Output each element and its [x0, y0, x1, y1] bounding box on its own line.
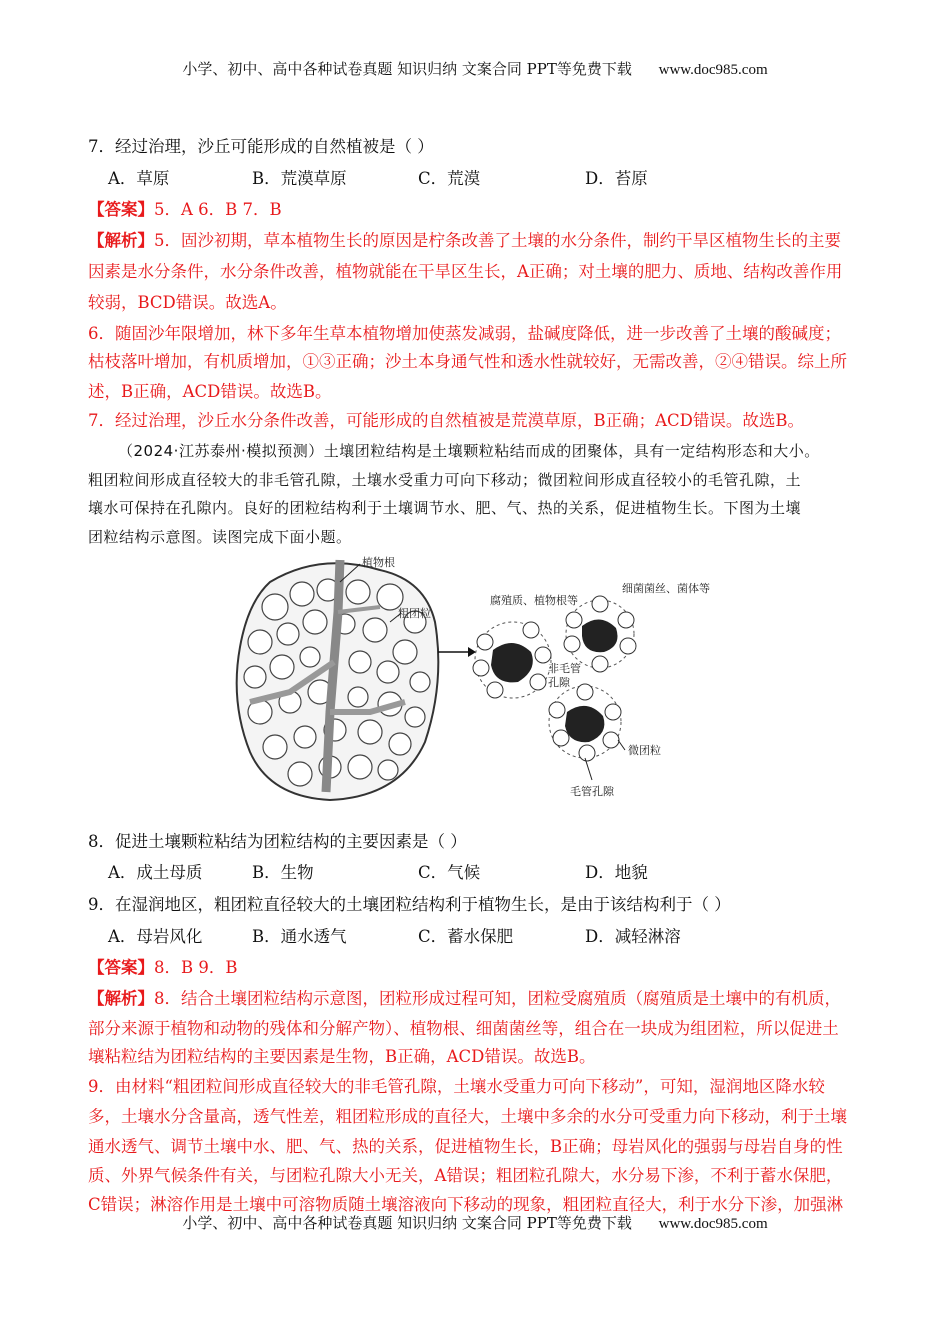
q7-option-a: A．草原 [108, 169, 170, 188]
label-bacteria: 细菌菌丝、菌体等 [622, 582, 710, 595]
analysis-line: 5．固沙初期，草本植物生长的原因是柠条改善了土壤的水分条件，制约干旱区植物生长的主要 [154, 231, 841, 250]
analysis-line: 质、外界气候条件有关，与团粒孔隙大小无关，A错误；粗团粒孔隙大，水分易下渗，不利于蓄水保肥， [88, 1166, 843, 1185]
analysis-line: 部分来源于植物和动物的残体和分解产物）、植物根、细菌菌丝等，组合在一块成为组团粒，所以促进土 [88, 1019, 839, 1038]
analysis-line: 述，B正确，ACD错误。故选B。 [88, 382, 332, 401]
answer-text: 5．A 6．B 7．B [154, 200, 282, 219]
q9-stem: 9．在湿润地区，粗团粒直径较大的土壤团粒结构利于植物生长，是由于该结构利于（ ） [88, 895, 731, 914]
q7-option-d: D．苔原 [585, 169, 648, 188]
answer-text: 8．B 9．B [154, 958, 238, 977]
page-footer [0, 1212, 950, 1233]
q8-option-d: D．地貌 [585, 863, 648, 882]
soil-aggregate-diagram [230, 552, 750, 802]
q9-option-c: C．蓄水保肥 [418, 927, 514, 946]
coarse-aggregate-mass [237, 560, 439, 800]
page-header [0, 58, 950, 79]
answer-tag: 【答案】 [88, 200, 154, 219]
q9-option-d: D．减轻淋溶 [585, 927, 681, 946]
analysis-line: C错误；淋溶作用是土壤中可溶物质随土壤溶液向下移动的现象，粗团粒直径大，利于水分下渗，加强淋 [88, 1195, 844, 1214]
q8-stem: 8．促进土壤颗粒粘结为团粒结构的主要因素是（ ） [88, 832, 467, 851]
analysis-line: 通水透气、调节土壤中水、肥、气、热的关系，促进植物生长，B正确；母岩风化的强弱与母岩自身的性 [88, 1137, 843, 1156]
analysis-block-1 [88, 227, 841, 251]
analysis-line: 因素是水分条件，水分条件改善，植物就能在干旱区生长，A正确；对土壤的肥力、质地、结构改善作用 [88, 262, 843, 281]
analysis-line: 8．结合土壤团粒结构示意图，团粒形成过程可知，团粒受腐殖质（腐殖质是土壤中的有机质， [154, 989, 841, 1008]
analysis-line: 7．经过治理，沙丘水分条件改善，可能形成的自然植被是荒漠草原，B正确；ACD错误。故选B。 [88, 411, 805, 430]
analysis-line: 6．随固沙年限增加，林下多年生草本植物增加使蒸发减弱，盐碱度降低，进一步改善了土壤的酸碱度； [88, 324, 841, 343]
label-noncapillary-2: 孔隙 [548, 676, 570, 689]
label-coarse-aggregate: 粗团粒 [398, 607, 431, 620]
analysis-line: 9．由材料“粗团粒间形成直径较大的非毛管孔隙，土壤水受重力可向下移动”，可知，湿润地区降水较 [88, 1077, 825, 1096]
analysis-line: 壤粘粒结为团粒结构的主要因素是生物，B正确，ACD错误。故选B。 [88, 1047, 596, 1066]
q9-option-a: A．母岩风化 [108, 927, 203, 946]
material-line: （2024·江苏泰州·模拟预测）土壤团粒结构是土壤颗粒粘结而成的团聚体，具有一定结构形态和大小。 [118, 442, 820, 460]
answer-block-2 [88, 954, 238, 978]
analysis-tag: 【解析】 [88, 989, 154, 1008]
analysis-block-2 [88, 985, 841, 1009]
footer-text: 小学、初中、高中各种试卷真题 知识归纳 文案合同 PPT等免费下载 [182, 1214, 632, 1232]
material-line: 壤水可保持在孔隙内。良好的团粒结构利于土壤调节水、肥、气、热的关系，促进植物生长。下图为土壤 [88, 499, 802, 517]
label-plant-root: 植物根 [362, 556, 395, 569]
q8-option-c: C．气候 [418, 863, 481, 882]
q8-option-b: B．生物 [252, 863, 314, 882]
footer-site: www.doc985.com [658, 1216, 768, 1232]
analysis-line: 多，土壤水分含量高，透气性差，粗团粒形成的直径大，土壤中多余的水分可受重力向下移动，利于土壤 [88, 1107, 847, 1126]
q7-stem: 7．经过治理，沙丘可能形成的自然植被是（ ） [88, 137, 434, 156]
analysis-tag: 【解析】 [88, 231, 154, 250]
q7-option-c: C．荒漠 [418, 169, 481, 188]
header-site: www.doc985.com [658, 62, 768, 78]
material-line: 粗团粒间形成直径较大的非毛管孔隙，土壤水受重力可向下移动；微团粒间形成直径较小的毛管孔隙，土 [88, 471, 802, 489]
header-text: 小学、初中、高中各种试卷真题 知识归纳 文案合同 PPT等免费下载 [182, 60, 632, 78]
material-line: 团粒结构示意图。读图完成下面小题。 [88, 528, 352, 546]
q9-option-b: B．通水透气 [252, 927, 347, 946]
q8-option-a: A．成土母质 [108, 863, 203, 882]
answer-tag: 【答案】 [88, 958, 154, 977]
label-humus: 腐殖质、植物根等 [490, 594, 578, 607]
answer-block-1 [88, 196, 282, 220]
analysis-line: 较弱，BCD错误。故选A。 [88, 293, 287, 312]
label-noncapillary-1: 非毛管 [548, 662, 581, 675]
label-micro-aggregate: 微团粒 [628, 744, 661, 757]
analysis-line: 枯枝落叶增加，有机质增加，①③正确；沙土本身通气性和透水性就较好，无需改善，②④错误。综上所 [88, 352, 847, 371]
q7-option-b: B．荒漠草原 [252, 169, 347, 188]
label-capillary-pore: 毛管孔隙 [570, 785, 614, 798]
